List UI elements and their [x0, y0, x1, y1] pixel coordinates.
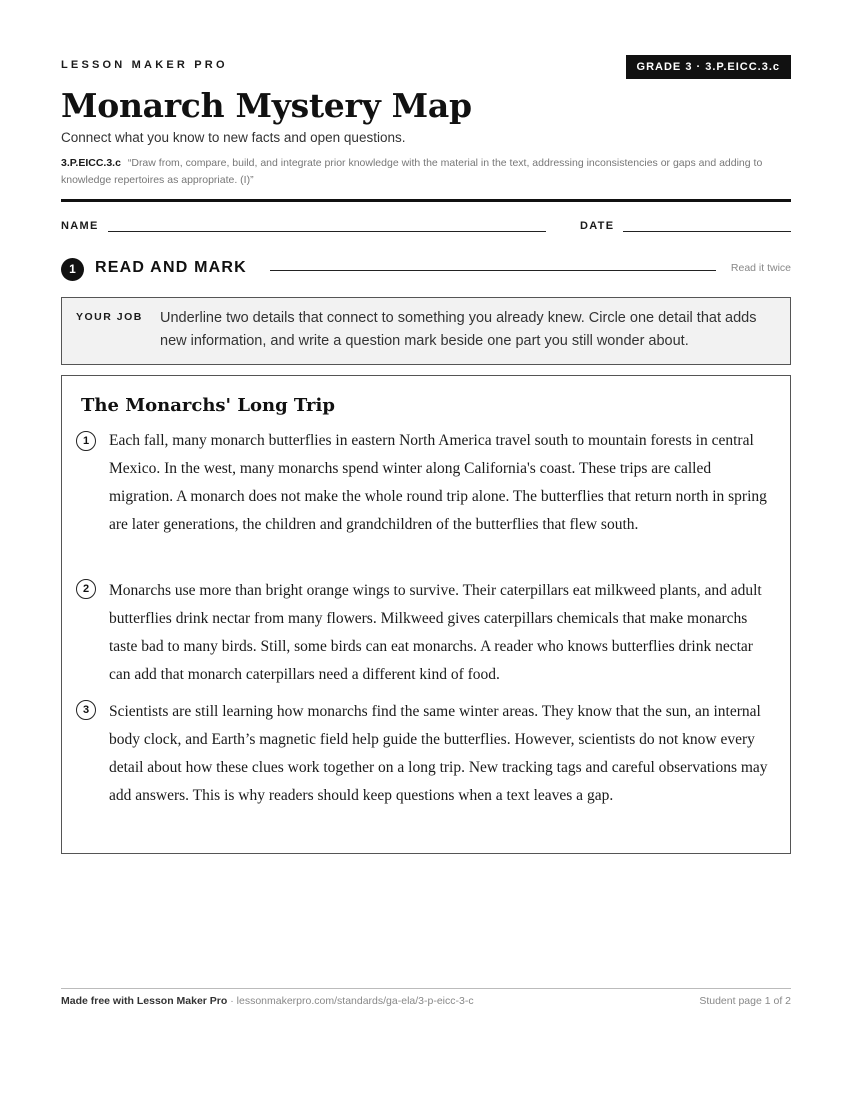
student-fields	[61, 219, 791, 235]
section-read-and-mark	[61, 256, 791, 282]
grade-badge: GRADE 3 · 3.P.EICC.3.c	[626, 55, 791, 79]
top-bar	[61, 55, 791, 79]
section-note: Read it twice	[730, 262, 791, 274]
header-divider	[61, 199, 791, 202]
date-label: DATE	[580, 220, 615, 232]
passage-paragraph: Each fall, many monarch butterflies in eastern North America travel south to mountain forests in central Mexico. In the west, many monarchs spend winter along California's coast. These trips are called migration. A monarch does not make the whole round trip alone. The butterflies that return north in spring are later generations, the children and grandchildren of the butterflies that flew south.	[109, 432, 767, 533]
passage-title: The Monarchs' Long Trip	[81, 395, 335, 416]
name-label: NAME	[61, 220, 99, 232]
page-title: Monarch Mystery Map	[61, 86, 472, 125]
paragraph-number: 3	[76, 700, 96, 720]
page-subtitle: Connect what you know to new facts and open questions.	[61, 130, 406, 145]
brand-name: LESSON MAKER PRO	[61, 59, 228, 71]
passage-paragraph: Monarchs use more than bright orange wings to survive. Their caterpillars eat milkweed plants, and adult butterflies drink nectar from many flowers. Milkweed gives caterpillars chemicals that make monarchs taste bad to many birds. Still, some birds can eat monarchs. A reader who knows butterflies drink nectar can add that monarch caterpillars need a different kind of food.	[109, 582, 762, 683]
date-field[interactable]	[623, 231, 791, 232]
footer-url: lessonmakerpro.com/standards/ga-ela/3-p-eicc-3-c	[236, 995, 474, 1007]
reading-passage	[61, 375, 791, 854]
name-field[interactable]	[108, 231, 546, 232]
your-job-label: YOUR JOB	[76, 311, 143, 323]
standard-description	[61, 155, 791, 189]
paragraph-number: 1	[76, 431, 96, 451]
section-title: READ AND MARK	[95, 259, 247, 276]
standard-code: 3.P.EICC.3.c	[61, 157, 121, 169]
footer	[61, 995, 791, 1007]
footer-divider	[61, 988, 791, 989]
standard-text: “Draw from, compare, build, and integrate prior knowledge with the material in the text, addressing inconsistencies or gaps and adding to knowledge repertoires as appropriate. (I)”	[61, 157, 763, 186]
footer-credit: Made free with Lesson Maker Pro	[61, 995, 228, 1007]
step-number-badge: 1	[61, 258, 84, 281]
section-rule	[270, 270, 716, 271]
footer-separator: ·	[227, 995, 237, 1007]
paragraph-number: 2	[76, 579, 96, 599]
page-number: Student page 1 of 2	[699, 995, 791, 1007]
passage-paragraph: Scientists are still learning how monarchs find the same winter areas. They know that the sun, an internal body clock, and Earth’s magnetic field help guide the butterflies. However, scientists do not know every detail about how these clues work together on a long trip. New tracking tags and careful observations may add answers. This is why readers should keep questions when a text leaves a gap.	[109, 703, 768, 804]
your-job-instructions: Underline two details that connect to something you already knew. Circle one detail that adds new information, and write a question mark beside one part you still wonder about.	[160, 310, 757, 349]
your-job-box	[61, 297, 791, 365]
